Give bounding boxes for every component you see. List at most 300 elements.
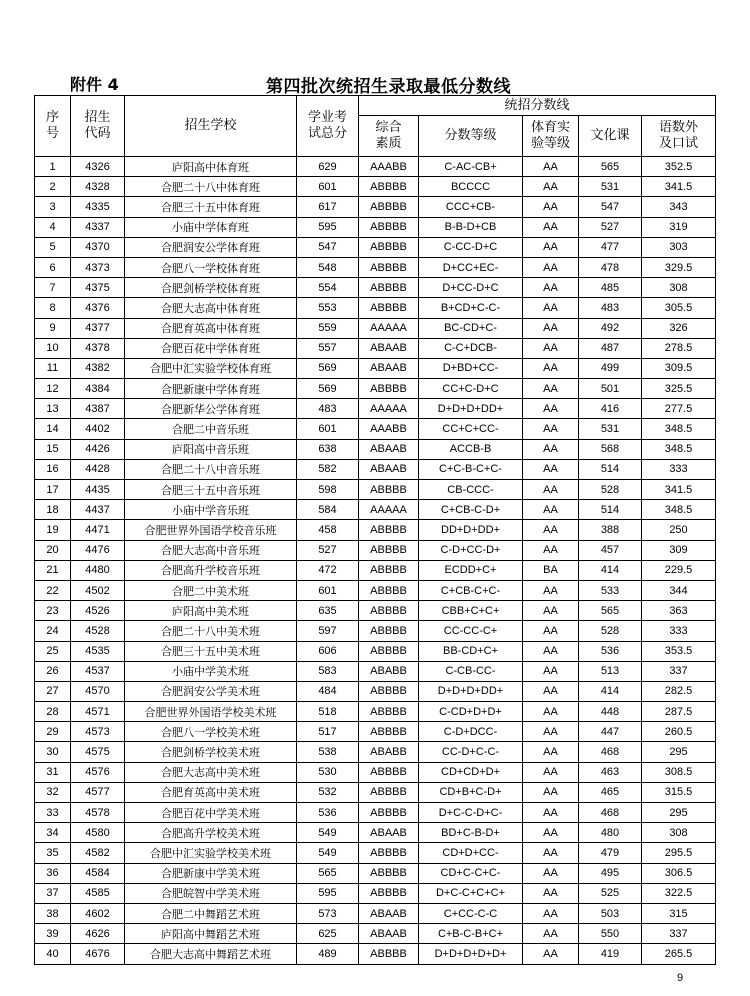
cell-pe: AA xyxy=(523,520,579,540)
cell-seq: 26 xyxy=(35,661,71,681)
cell-academic: 536 xyxy=(297,803,359,823)
cell-grade: CC-D+C-C- xyxy=(419,742,523,762)
cell-pe: AA xyxy=(523,823,579,843)
cell-pe: AA xyxy=(523,924,579,944)
cell-lang: 352.5 xyxy=(642,157,716,177)
cell-academic: 584 xyxy=(297,500,359,520)
cell-quality: ABBBB xyxy=(359,379,419,399)
cell-lang: 337 xyxy=(642,924,716,944)
header-score-group: 统招分数线 xyxy=(359,96,716,116)
cell-school: 合肥八一学校体育班 xyxy=(125,257,297,277)
header-pe: 体育实 验等级 xyxy=(523,116,579,157)
cell-academic: 582 xyxy=(297,459,359,479)
cell-grade: D+D+D+D+D+ xyxy=(419,944,523,964)
cell-academic: 597 xyxy=(297,621,359,641)
cell-school: 合肥剑桥学校体育班 xyxy=(125,278,297,298)
cell-pe: AA xyxy=(523,661,579,681)
cell-culture: 468 xyxy=(579,803,642,823)
cell-seq: 22 xyxy=(35,580,71,600)
table-row xyxy=(35,298,716,318)
cell-code: 4480 xyxy=(71,560,125,580)
cell-school: 合肥育英高中美术班 xyxy=(125,782,297,802)
cell-academic: 549 xyxy=(297,823,359,843)
cell-seq: 13 xyxy=(35,399,71,419)
cell-lang: 341.5 xyxy=(642,480,716,500)
cell-code: 4428 xyxy=(71,459,125,479)
cell-quality: AAABB xyxy=(359,157,419,177)
cell-academic: 601 xyxy=(297,419,359,439)
cell-quality: ABBBB xyxy=(359,217,419,237)
cell-lang: 337 xyxy=(642,661,716,681)
cell-seq: 1 xyxy=(35,157,71,177)
cell-school: 合肥育英高中体育班 xyxy=(125,318,297,338)
cell-seq: 15 xyxy=(35,439,71,459)
cell-code: 4602 xyxy=(71,903,125,923)
cell-code: 4476 xyxy=(71,540,125,560)
header-seq: 序 号 xyxy=(35,96,71,157)
cell-culture: 501 xyxy=(579,379,642,399)
cell-grade: CD+D+CC- xyxy=(419,843,523,863)
cell-pe: AA xyxy=(523,157,579,177)
cell-grade: CC-CC-C+ xyxy=(419,621,523,641)
cell-seq: 39 xyxy=(35,924,71,944)
cell-lang: 308 xyxy=(642,278,716,298)
table-row xyxy=(35,883,716,903)
table-row xyxy=(35,944,716,964)
table-row xyxy=(35,217,716,237)
table-row xyxy=(35,520,716,540)
table-row xyxy=(35,641,716,661)
header-academic: 学业考 试总分 xyxy=(297,96,359,157)
cell-quality: ABBBB xyxy=(359,257,419,277)
table-row xyxy=(35,419,716,439)
cell-pe: AA xyxy=(523,257,579,277)
cell-code: 4537 xyxy=(71,661,125,681)
cell-seq: 38 xyxy=(35,903,71,923)
cell-grade: D+D+D+DD+ xyxy=(419,399,523,419)
cell-academic: 518 xyxy=(297,702,359,722)
table-row xyxy=(35,480,716,500)
cell-code: 4576 xyxy=(71,762,125,782)
cell-pe: AA xyxy=(523,298,579,318)
cell-seq: 2 xyxy=(35,177,71,197)
table-body xyxy=(35,157,716,965)
cell-school: 合肥高升学校音乐班 xyxy=(125,560,297,580)
cell-culture: 463 xyxy=(579,762,642,782)
cell-culture: 568 xyxy=(579,439,642,459)
cell-code: 4471 xyxy=(71,520,125,540)
cell-lang: 344 xyxy=(642,580,716,600)
cell-quality: ABBBB xyxy=(359,641,419,661)
cell-code: 4578 xyxy=(71,803,125,823)
cell-quality: ABBBB xyxy=(359,480,419,500)
cell-culture: 465 xyxy=(579,782,642,802)
cell-academic: 638 xyxy=(297,439,359,459)
cell-pe: AA xyxy=(523,944,579,964)
cell-seq: 10 xyxy=(35,338,71,358)
cell-grade: CD+C-C+C- xyxy=(419,863,523,883)
cell-pe: AA xyxy=(523,439,579,459)
cell-academic: 583 xyxy=(297,661,359,681)
cell-school: 合肥润安公学美术班 xyxy=(125,681,297,701)
table-row xyxy=(35,681,716,701)
table-row xyxy=(35,742,716,762)
cell-academic: 554 xyxy=(297,278,359,298)
cell-school: 合肥二中美术班 xyxy=(125,580,297,600)
cell-seq: 20 xyxy=(35,540,71,560)
cell-pe: AA xyxy=(523,338,579,358)
cell-quality: ABBBB xyxy=(359,702,419,722)
cell-culture: 479 xyxy=(579,843,642,863)
cell-lang: 308.5 xyxy=(642,762,716,782)
cell-code: 4571 xyxy=(71,702,125,722)
cell-lang: 277.5 xyxy=(642,399,716,419)
cell-school: 合肥三十五中音乐班 xyxy=(125,480,297,500)
cell-culture: 527 xyxy=(579,217,642,237)
cell-quality: ABAAB xyxy=(359,823,419,843)
cell-culture: 531 xyxy=(579,419,642,439)
cell-seq: 16 xyxy=(35,459,71,479)
cell-academic: 517 xyxy=(297,722,359,742)
cell-grade: ACCB-B xyxy=(419,439,523,459)
cell-pe: AA xyxy=(523,358,579,378)
cell-school: 合肥百花中学体育班 xyxy=(125,338,297,358)
cell-lang: 326 xyxy=(642,318,716,338)
cell-academic: 553 xyxy=(297,298,359,318)
cell-grade: CC+C-D+C xyxy=(419,379,523,399)
cell-school: 合肥世界外国语学校美术班 xyxy=(125,702,297,722)
cell-grade: D+C-C-D+C- xyxy=(419,803,523,823)
cell-lang: 295 xyxy=(642,742,716,762)
cell-seq: 14 xyxy=(35,419,71,439)
header-lang: 语数外 及口试 xyxy=(642,116,716,157)
cell-code: 4328 xyxy=(71,177,125,197)
cell-grade: BB-CD+C+ xyxy=(419,641,523,661)
cell-code: 4384 xyxy=(71,379,125,399)
table-row xyxy=(35,500,716,520)
cell-code: 4437 xyxy=(71,500,125,520)
cell-seq: 17 xyxy=(35,480,71,500)
cell-pe: AA xyxy=(523,419,579,439)
table-row xyxy=(35,157,716,177)
cell-grade: CBB+C+C+ xyxy=(419,601,523,621)
cell-academic: 484 xyxy=(297,681,359,701)
cell-lang: 309 xyxy=(642,540,716,560)
cell-seq: 23 xyxy=(35,601,71,621)
cell-culture: 457 xyxy=(579,540,642,560)
cell-code: 4335 xyxy=(71,197,125,217)
table-row xyxy=(35,177,716,197)
cell-quality: ABABB xyxy=(359,661,419,681)
cell-culture: 565 xyxy=(579,601,642,621)
cell-culture: 419 xyxy=(579,944,642,964)
cell-culture: 528 xyxy=(579,480,642,500)
cell-seq: 36 xyxy=(35,863,71,883)
cell-lang: 329.5 xyxy=(642,257,716,277)
cell-seq: 32 xyxy=(35,782,71,802)
cell-grade: B-B-D+CB xyxy=(419,217,523,237)
table-row xyxy=(35,803,716,823)
cell-culture: 514 xyxy=(579,500,642,520)
cell-culture: 448 xyxy=(579,702,642,722)
cell-school: 小庙中学美术班 xyxy=(125,661,297,681)
cell-grade: C+C-B-C+C- xyxy=(419,459,523,479)
cell-pe: AA xyxy=(523,399,579,419)
table-row xyxy=(35,379,716,399)
table-row xyxy=(35,903,716,923)
cell-pe: AA xyxy=(523,903,579,923)
cell-pe: AA xyxy=(523,278,579,298)
cell-seq: 31 xyxy=(35,762,71,782)
cell-lang: 282.5 xyxy=(642,681,716,701)
table-row xyxy=(35,459,716,479)
cell-grade: D+D+D+DD+ xyxy=(419,681,523,701)
cell-quality: ABAAB xyxy=(359,358,419,378)
cell-code: 4402 xyxy=(71,419,125,439)
cell-school: 合肥百花中学美术班 xyxy=(125,803,297,823)
cell-culture: 414 xyxy=(579,681,642,701)
cell-seq: 7 xyxy=(35,278,71,298)
cell-quality: ABAAB xyxy=(359,439,419,459)
cell-academic: 458 xyxy=(297,520,359,540)
cell-grade: C+CB-C-D+ xyxy=(419,500,523,520)
cell-academic: 629 xyxy=(297,157,359,177)
cell-seq: 25 xyxy=(35,641,71,661)
cell-pe: AA xyxy=(523,580,579,600)
cell-pe: AA xyxy=(523,459,579,479)
cell-academic: 530 xyxy=(297,762,359,782)
cell-quality: ABBBB xyxy=(359,863,419,883)
cell-school: 合肥三十五中美术班 xyxy=(125,641,297,661)
cell-quality: ABBBB xyxy=(359,762,419,782)
cell-lang: 305.5 xyxy=(642,298,716,318)
cell-quality: ABABB xyxy=(359,742,419,762)
cell-school: 庐阳高中美术班 xyxy=(125,601,297,621)
cell-grade: CC+C+CC- xyxy=(419,419,523,439)
annex-label: 附件 4 xyxy=(70,75,119,94)
cell-academic: 595 xyxy=(297,883,359,903)
cell-culture: 468 xyxy=(579,742,642,762)
cell-lang: 309.5 xyxy=(642,358,716,378)
cell-school: 合肥高升学校美术班 xyxy=(125,823,297,843)
cell-quality: ABBBB xyxy=(359,237,419,257)
cell-grade: C+CC-C-C xyxy=(419,903,523,923)
table-row xyxy=(35,560,716,580)
cell-lang: 341.5 xyxy=(642,177,716,197)
table-row xyxy=(35,863,716,883)
cell-lang: 260.5 xyxy=(642,722,716,742)
cell-seq: 19 xyxy=(35,520,71,540)
header-culture: 文化课 xyxy=(579,116,642,157)
cell-pe: AA xyxy=(523,742,579,762)
cell-school: 合肥新康中学美术班 xyxy=(125,863,297,883)
cell-code: 4435 xyxy=(71,480,125,500)
cell-academic: 569 xyxy=(297,358,359,378)
cell-seq: 18 xyxy=(35,500,71,520)
cell-pe: AA xyxy=(523,540,579,560)
cell-grade: B+CD+C-C- xyxy=(419,298,523,318)
cell-quality: ABBBB xyxy=(359,197,419,217)
table-row xyxy=(35,823,716,843)
table-row xyxy=(35,540,716,560)
cell-pe: BA xyxy=(523,560,579,580)
cell-school: 合肥新康中学体育班 xyxy=(125,379,297,399)
table-row xyxy=(35,399,716,419)
cell-culture: 499 xyxy=(579,358,642,378)
cell-seq: 9 xyxy=(35,318,71,338)
table-row xyxy=(35,278,716,298)
cell-school: 合肥润安公学体育班 xyxy=(125,237,297,257)
cell-culture: 495 xyxy=(579,863,642,883)
cell-school: 小庙中学体育班 xyxy=(125,217,297,237)
cell-school: 合肥二十八中美术班 xyxy=(125,621,297,641)
cell-quality: AAAAA xyxy=(359,500,419,520)
cell-culture: 533 xyxy=(579,580,642,600)
table-row xyxy=(35,197,716,217)
cell-lang: 348.5 xyxy=(642,439,716,459)
cell-lang: 315.5 xyxy=(642,782,716,802)
cell-academic: 606 xyxy=(297,641,359,661)
cell-seq: 12 xyxy=(35,379,71,399)
cell-academic: 625 xyxy=(297,924,359,944)
cell-grade: CD+CD+D+ xyxy=(419,762,523,782)
cell-quality: ABBBB xyxy=(359,540,419,560)
cell-school: 合肥大志高中美术班 xyxy=(125,762,297,782)
cell-code: 4584 xyxy=(71,863,125,883)
cell-lang: 278.5 xyxy=(642,338,716,358)
cell-quality: AAAAA xyxy=(359,318,419,338)
cell-quality: ABAAB xyxy=(359,924,419,944)
cell-academic: 538 xyxy=(297,742,359,762)
cell-code: 4370 xyxy=(71,237,125,257)
cell-grade: C-C+DCB- xyxy=(419,338,523,358)
cell-lang: 325.5 xyxy=(642,379,716,399)
cell-seq: 28 xyxy=(35,702,71,722)
cell-grade: D+CC-D+C xyxy=(419,278,523,298)
cell-quality: AAABB xyxy=(359,419,419,439)
cell-seq: 24 xyxy=(35,621,71,641)
table-row xyxy=(35,843,716,863)
cell-academic: 598 xyxy=(297,480,359,500)
table-row xyxy=(35,601,716,621)
cell-quality: ABBBB xyxy=(359,621,419,641)
cell-culture: 513 xyxy=(579,661,642,681)
table-row xyxy=(35,722,716,742)
cell-lang: 348.5 xyxy=(642,419,716,439)
cell-quality: ABBBB xyxy=(359,601,419,621)
cell-academic: 601 xyxy=(297,177,359,197)
cell-lang: 250 xyxy=(642,520,716,540)
cell-pe: AA xyxy=(523,379,579,399)
cell-culture: 525 xyxy=(579,883,642,903)
cell-lang: 295.5 xyxy=(642,843,716,863)
cell-academic: 549 xyxy=(297,843,359,863)
cell-lang: 315 xyxy=(642,903,716,923)
table-row xyxy=(35,257,716,277)
cell-academic: 617 xyxy=(297,197,359,217)
cell-grade: BC-CD+C- xyxy=(419,318,523,338)
cell-grade: C-CD+D+D+ xyxy=(419,702,523,722)
cell-lang: 348.5 xyxy=(642,500,716,520)
cell-code: 4426 xyxy=(71,439,125,459)
table-row xyxy=(35,358,716,378)
cell-grade: BD+C-B-D+ xyxy=(419,823,523,843)
cell-academic: 483 xyxy=(297,399,359,419)
cell-seq: 4 xyxy=(35,217,71,237)
cell-code: 4575 xyxy=(71,742,125,762)
cell-academic: 595 xyxy=(297,217,359,237)
cell-code: 4570 xyxy=(71,681,125,701)
cell-lang: 319 xyxy=(642,217,716,237)
cell-quality: ABBBB xyxy=(359,883,419,903)
cell-quality: ABBBB xyxy=(359,177,419,197)
cell-pe: AA xyxy=(523,500,579,520)
cell-code: 4378 xyxy=(71,338,125,358)
cell-grade: CD+B+C-D+ xyxy=(419,782,523,802)
cell-code: 4326 xyxy=(71,157,125,177)
page-title: 第四批次统招生录取最低分数线 xyxy=(266,77,511,97)
cell-lang: 295 xyxy=(642,803,716,823)
cell-academic: 601 xyxy=(297,580,359,600)
cell-school: 合肥二中舞蹈艺术班 xyxy=(125,903,297,923)
cell-culture: 388 xyxy=(579,520,642,540)
cell-academic: 569 xyxy=(297,379,359,399)
cell-lang: 322.5 xyxy=(642,883,716,903)
cell-pe: AA xyxy=(523,217,579,237)
cell-school: 合肥二中音乐班 xyxy=(125,419,297,439)
cell-pe: AA xyxy=(523,480,579,500)
cell-school: 合肥大志高中音乐班 xyxy=(125,540,297,560)
cell-pe: AA xyxy=(523,681,579,701)
cell-seq: 21 xyxy=(35,560,71,580)
table-row xyxy=(35,237,716,257)
cell-school: 合肥中汇实验学校美术班 xyxy=(125,843,297,863)
page-number: 9 xyxy=(677,972,684,984)
cell-academic: 532 xyxy=(297,782,359,802)
cell-seq: 11 xyxy=(35,358,71,378)
cell-seq: 6 xyxy=(35,257,71,277)
cell-code: 4585 xyxy=(71,883,125,903)
cell-quality: ABBBB xyxy=(359,298,419,318)
cell-seq: 8 xyxy=(35,298,71,318)
cell-grade: C-D+DCC- xyxy=(419,722,523,742)
table-row xyxy=(35,782,716,802)
cell-lang: 353.5 xyxy=(642,641,716,661)
table-row xyxy=(35,338,716,358)
cell-culture: 565 xyxy=(579,157,642,177)
cell-grade: C+CB-C+C- xyxy=(419,580,523,600)
cell-culture: 477 xyxy=(579,237,642,257)
cell-code: 4375 xyxy=(71,278,125,298)
cell-culture: 503 xyxy=(579,903,642,923)
cell-quality: ABBBB xyxy=(359,722,419,742)
cell-quality: ABBBB xyxy=(359,520,419,540)
cell-culture: 416 xyxy=(579,399,642,419)
table-row xyxy=(35,580,716,600)
cell-culture: 487 xyxy=(579,338,642,358)
cell-quality: AAAAA xyxy=(359,399,419,419)
table-row xyxy=(35,621,716,641)
cell-code: 4377 xyxy=(71,318,125,338)
cell-quality: ABAAB xyxy=(359,338,419,358)
cell-academic: 557 xyxy=(297,338,359,358)
cell-academic: 565 xyxy=(297,863,359,883)
cell-seq: 37 xyxy=(35,883,71,903)
cell-pe: AA xyxy=(523,843,579,863)
cell-code: 4535 xyxy=(71,641,125,661)
table-row xyxy=(35,702,716,722)
cell-academic: 547 xyxy=(297,237,359,257)
